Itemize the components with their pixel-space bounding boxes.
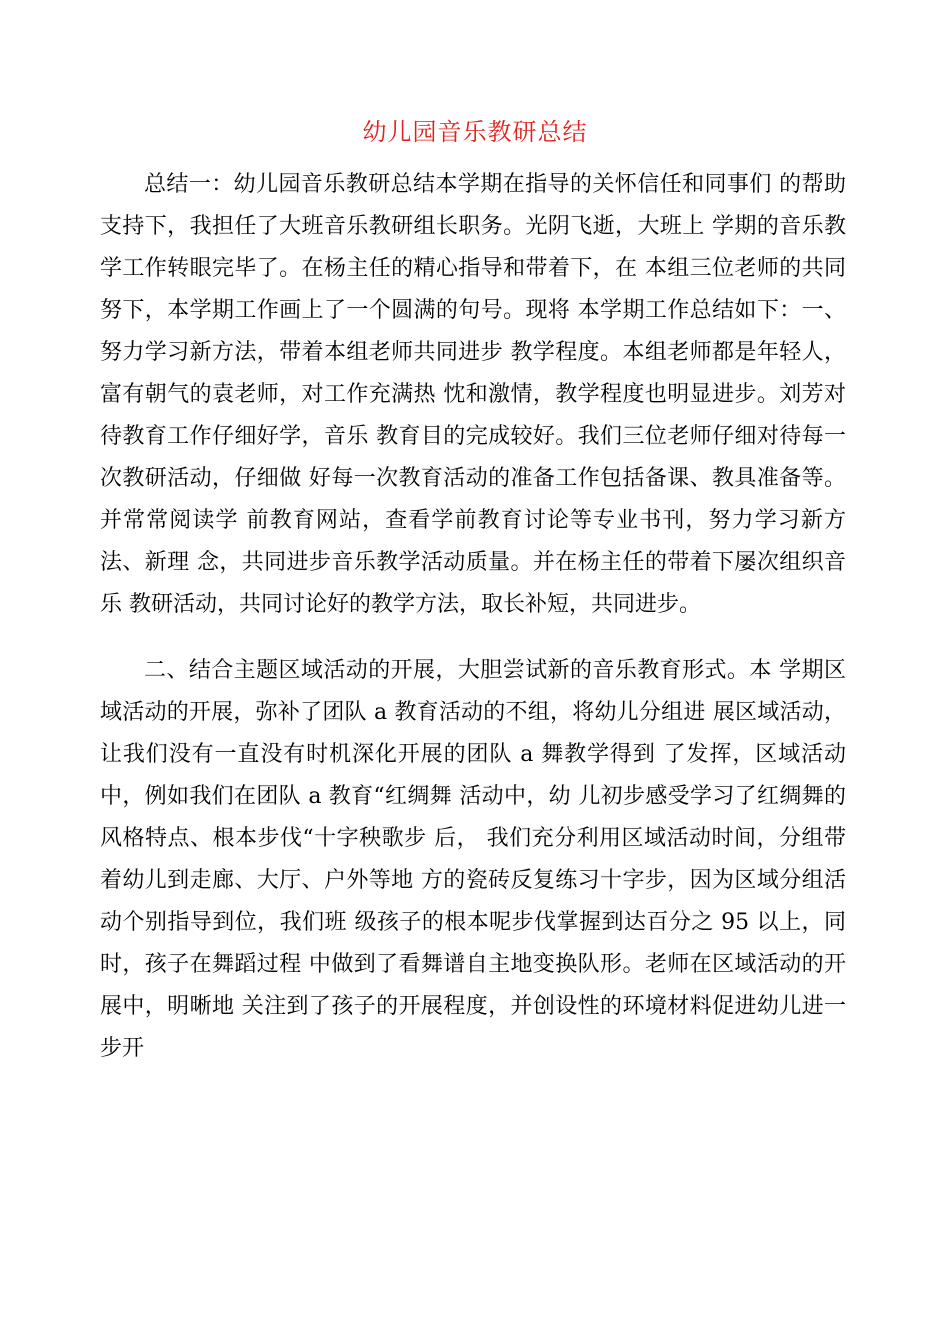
paragraph-1: 总结一：幼儿园音乐教研总结本学期在指导的关怀信任和同事们 的帮助支持下，我担任了大班音乐教研组长职务。光阴飞逝，大班上 学期的音乐教学工作转眼完毕了。在杨主任的精心指导和带着下，在 本组三位老师的共同努下，本学期工作画上了一个圆满的句号。现将 本学期工作总结如下：一、努力学习新方法，带着本组老师共同进步 教学程度。本组老师都是年轻人，富有朝气的袁老师，对工作充满热 忱和激情，教学程度也明显进步。刘芳对待教育工作仔细好学，音乐 教育目的完成较好。我们三位老师仔细对待每一次教研活动，仔细做 好每一次教育活动的准备工作包括备课、教具准备等。并常常阅读学 前教育网站，查看学前教育讨论等专业书刊，努力学习新方法、新理 念，共同进步音乐教学活动质量。并在杨主任的带着下屡次组织音乐 教研活动，共同讨论好的教学方法，取长补短，共同进步。 bbox=[100, 172, 846, 617]
document-title: 幼儿园音乐教研总结 bbox=[362, 118, 588, 146]
paragraph-2: 二、结合主题区域活动的开展，大胆尝试新的音乐教育形式。本 学期区域活动的开展，弥补了团队 a 教育活动的不组，将幼儿分组进 展区域活动，让我们没有一直没有时机深化开展的团队 a 舞教学得到 了发挥，区域活动中，例如我们在团队 a 教育“红绸舞 活动中，幼 儿初步感受学习了红绸舞的风格特点、根本步伐“十字秧歌步 后， 我们充分利用区域活动时间，分组带着幼儿到走廊、大厅、户外等地 方的瓷砖反复练习十字步，因为区域分组活动个别指导到位，我们班 级孩子的根本呢步伐掌握到达百分之 95 以上，同时，孩子在舞蹈过程 中做到了看舞谱自主地变换队形。老师在区域活动的开展中，明晰地 关注到了孩子的开展程度，并创设性的环境材料促进幼儿进一步开 bbox=[100, 658, 846, 1061]
document-body bbox=[100, 164, 846, 1070]
